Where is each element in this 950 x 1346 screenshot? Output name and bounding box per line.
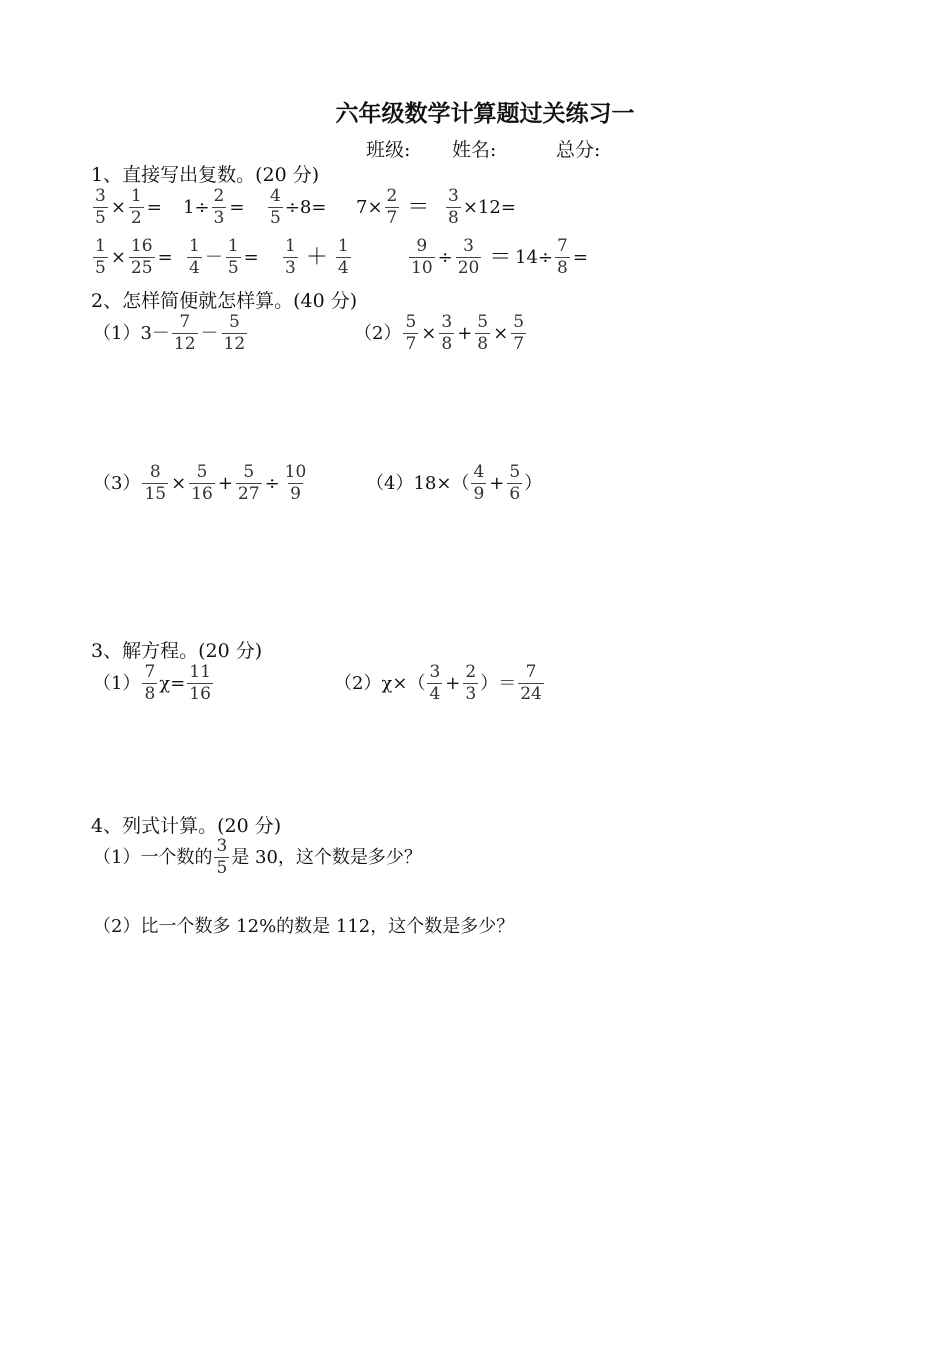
problem-1-2: 1÷ $\frac{2}{3}$ = <box>183 186 245 228</box>
problem-4-1: （1） 一个数的 $\frac{3}{5}$ 是 30，这个数是多少？ <box>93 836 422 878</box>
fraction: $\frac{2}{3}$ <box>213 186 225 228</box>
fraction: $\frac{10}{9}$ <box>284 462 307 504</box>
fraction: $\frac{5}{16}$ <box>191 462 213 504</box>
fraction: $\frac{8}{15}$ <box>144 462 167 504</box>
problem-4-2: （2）比一个数多 12%的数是 112，这个数是多少？ <box>93 916 515 937</box>
problem-2-3: （3） $\frac{8}{15}$ × $\frac{5}{16}$ + $\frac{5}{27}$ ÷ $\frac{10}{9}$ <box>93 462 307 504</box>
fraction: $\frac{7}{24}$ <box>520 662 542 704</box>
fraction: $\frac{5}{7}$ <box>405 312 417 354</box>
fraction: $\frac{3}{5}$ <box>216 836 228 878</box>
fraction: $\frac{3}{8}$ <box>448 186 459 228</box>
fraction: $\frac{5}{7}$ <box>513 312 525 354</box>
fraction: $\frac{9}{10}$ <box>411 236 433 278</box>
problem-1-9: $\frac{9}{10}$ ÷ $\frac{3}{20}$ ＝ <box>411 236 512 278</box>
fraction: $\frac{7}{8}$ <box>557 236 568 278</box>
fraction: $\frac{2}{3}$ <box>465 662 477 704</box>
fraction: $\frac{4}{5}$ <box>270 186 281 228</box>
class-label: 班级: <box>366 139 411 161</box>
problem-1-3: $\frac{4}{5}$ ÷8= <box>270 186 327 228</box>
fraction: $\frac{3}{5}$ <box>95 186 106 228</box>
page-title: 六年级数学计算题过关练习一 <box>335 101 635 127</box>
name-label: 姓名: <box>452 139 497 161</box>
fraction: $\frac{1}{3}$ <box>285 236 296 278</box>
fraction: $\frac{5}{27}$ <box>237 462 260 504</box>
fraction: $\frac{1}{5}$ <box>227 236 239 278</box>
score-label: 总分: <box>556 139 601 161</box>
problem-1-8: $\frac{1}{3}$ ＋ $\frac{1}{4}$ <box>285 236 349 278</box>
fraction: $\frac{1}{5}$ <box>95 236 106 278</box>
fraction: $\frac{5}{12}$ <box>223 312 246 354</box>
fraction: $\frac{2}{7}$ <box>386 186 398 228</box>
section-2-heading: 2、怎样简便就怎样算。(40 分) <box>91 290 358 312</box>
fraction: $\frac{5}{6}$ <box>509 462 521 504</box>
fraction: $\frac{1}{2}$ <box>130 186 142 228</box>
fraction: $\frac{3}{20}$ <box>457 236 480 278</box>
section-1-heading: 1、直接写出复数。(20 分) <box>91 164 320 186</box>
fraction: $\frac{7}{12}$ <box>173 312 196 354</box>
problem-3-1: （1） $\frac{7}{8}$ χ= $\frac{11}{16}$ <box>93 662 211 704</box>
section-3-heading: 3、解方程。(20 分) <box>91 640 263 662</box>
problem-2-4: （4） 18×（ $\frac{4}{9}$ + $\frac{5}{6}$ ） <box>366 462 543 504</box>
problem-1-5: $\frac{3}{8}$ ×12= <box>448 186 516 228</box>
problem-1-4: 7× $\frac{2}{7}$ ＝ <box>356 186 430 228</box>
problem-2-1: （1） 3－ $\frac{7}{12}$ － $\frac{5}{12}$ <box>93 312 246 354</box>
fraction: $\frac{3}{8}$ <box>441 312 453 354</box>
fraction: $\frac{4}{9}$ <box>473 462 485 504</box>
fraction: $\frac{5}{8}$ <box>477 312 489 354</box>
fraction: $\frac{1}{4}$ <box>337 236 349 278</box>
problem-1-1: $\frac{3}{5}$ × $\frac{1}{2}$ = <box>95 186 162 228</box>
fraction: $\frac{11}{16}$ <box>189 662 211 704</box>
fraction: $\frac{16}{25}$ <box>130 236 153 278</box>
fraction: $\frac{3}{4}$ <box>429 662 441 704</box>
fraction: $\frac{7}{8}$ <box>144 662 156 704</box>
problem-1-10: 14÷ $\frac{7}{8}$ = <box>515 236 588 278</box>
fraction: $\frac{1}{4}$ <box>189 236 200 278</box>
problem-3-2: （2） χ×（ $\frac{3}{4}$ + $\frac{2}{3}$ ）＝ $\frac{7}{24}$ <box>334 662 542 704</box>
section-4-heading: 4、列式计算。(20 分) <box>91 815 282 837</box>
problem-1-7: $\frac{1}{4}$ － $\frac{1}{5}$ = <box>189 236 259 278</box>
problem-2-2: （2） $\frac{5}{7}$ × $\frac{3}{8}$ + $\frac{5}{8}$ × $\frac{5}{7}$ <box>354 312 525 354</box>
problem-1-6: $\frac{1}{5}$ × $\frac{16}{25}$ = <box>95 236 173 278</box>
